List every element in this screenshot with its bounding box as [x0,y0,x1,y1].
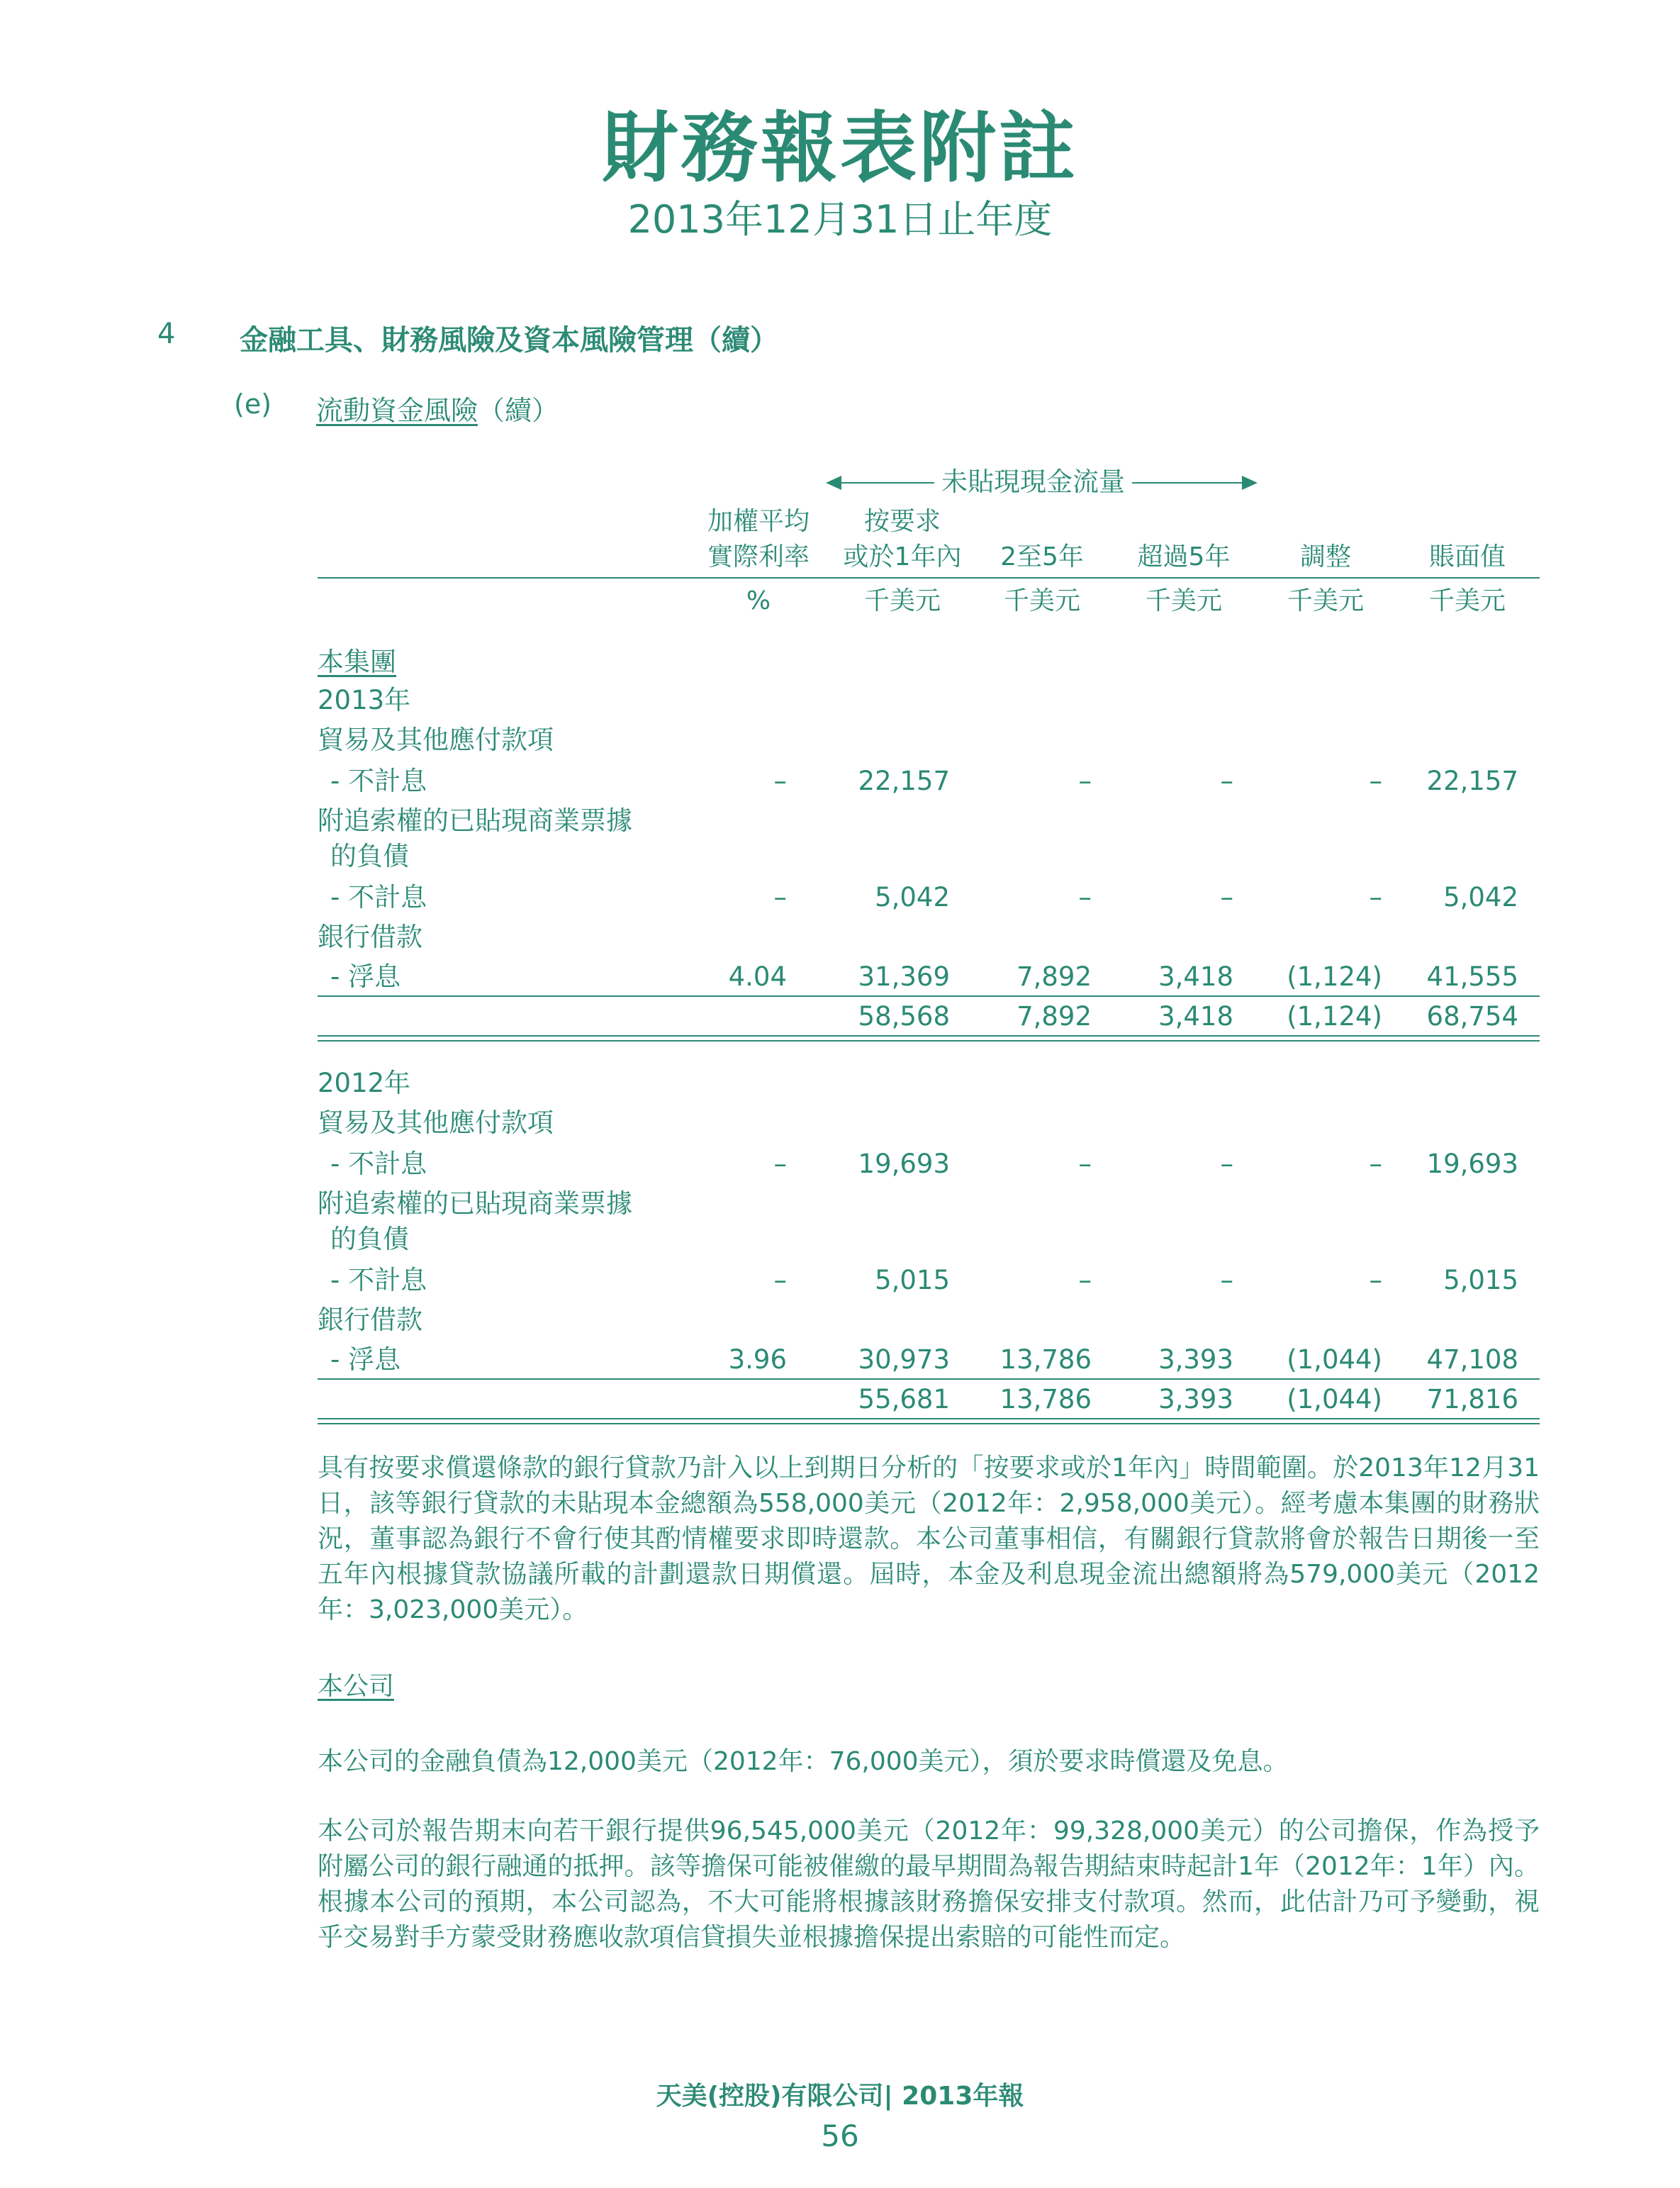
paragraph-guarantees [318,1814,1540,1955]
bills-sub: - 不計息 [330,1265,427,1295]
cell: 3.96 [728,1344,787,1375]
trade-sub: - 不計息 [330,1149,427,1179]
total-cell: 55,681 [858,1384,950,1414]
cell: 5,015 [875,1265,950,1295]
col-header-2to5: 2至5年 [1000,542,1084,571]
arrow-left-icon [826,476,841,490]
group-label: 本集團 [318,647,396,677]
col-unit-2to5: 千美元 [1003,586,1080,615]
cell: 13,786 [999,1344,1092,1375]
cell: – [773,766,787,796]
cell: 5,015 [1443,1265,1518,1295]
total-cell: 58,568 [858,1001,950,1032]
col-unit-rate: % [746,586,771,615]
cell: – [1369,766,1382,796]
cell: 4.04 [728,961,787,992]
col-unit-adjustment: 千美元 [1287,586,1364,615]
cell: – [1220,766,1233,796]
total-rule-1 [318,1035,1540,1037]
subsection-title-suffix: （續） [478,395,559,426]
page-subtitle: 2013年12月31日止年度 [627,197,1053,242]
section-title: 金融工具、財務風險及資本風險管理（續） [240,324,778,357]
cell: – [1220,882,1233,912]
total-cell: 13,786 [999,1384,1092,1414]
col-header-rate-line2: 實際利率 [707,542,810,571]
bills-label-1: 附追索權的已貼現商業票據 [318,805,632,836]
total-rule-1 [318,1418,1540,1419]
cell: – [1369,1149,1382,1179]
cell: 3,418 [1158,961,1233,992]
cell: – [1369,882,1382,912]
total-cell: (1,044) [1287,1384,1382,1414]
company-heading: 本公司 [318,1672,395,1701]
page-title: 財務報表附註 [601,104,1078,193]
cell: – [1078,1149,1092,1179]
total-cell: 7,892 [1017,1001,1092,1032]
col-header-demand-line2: 或於1年內 [843,542,962,571]
cell: (1,044) [1287,1344,1382,1375]
paragraph-text: 本公司於報告期末向若干銀行提供96,545,000美元（2012年：99,328,000美元）的公司擔保，作為授予附屬公司的銀行融通的抵押。該等擔保可能被催繳的最早期間為報告期結束時起計1年（2012年：1年）內。根據本公司的預期，本公司認為，不大可能將根據該財務擔保安排支付款項。然而，此估計乃可予變動，視乎交易對手方蒙受財務應收款項信貸損失並根據擔保提出索賠的可能性而定。 [318,1816,1540,1952]
trade-label: 貿易及其他應付款項 [318,725,554,755]
col-unit-demand: 千美元 [863,586,941,615]
col-header-over5: 超過5年 [1137,542,1231,571]
year-label-2013: 2013年 [318,685,411,715]
trade-sub: - 不計息 [330,766,427,796]
bills-label-1: 附追索權的已貼現商業票據 [318,1188,632,1219]
arrow-right-icon [1242,476,1258,490]
subsection-title: 流動資金風險 [316,395,478,426]
cell: 7,892 [1017,961,1092,992]
cell: – [1078,882,1092,912]
cell: 19,693 [1426,1149,1518,1179]
paragraph-financial-liabilities [318,1744,1540,1780]
total-cell: (1,124) [1287,1001,1382,1032]
cell: 30,973 [858,1344,950,1375]
loan-label: 銀行借款 [318,1305,422,1335]
cell: 22,157 [858,766,950,796]
cell: – [773,1149,787,1179]
cell: – [1078,1265,1092,1295]
col-header-rate-line1: 加權平均 [707,507,810,536]
cell: 19,693 [858,1149,950,1179]
cell: (1,124) [1287,961,1382,992]
header-rule [318,577,1540,579]
trade-label: 貿易及其他應付款項 [318,1107,554,1138]
paragraph-text: 本公司的金融負債為12,000美元（2012年：76,000美元），須於要求時償還及免息。 [318,1747,1289,1776]
total-cell: 3,393 [1158,1384,1233,1414]
paragraph-bank-loans [318,1451,1540,1628]
col-unit-carrying: 千美元 [1428,586,1506,615]
cell: 31,369 [858,961,950,992]
page-number: 56 [821,2119,859,2153]
cell: – [1220,1265,1233,1295]
paragraph-text: 具有按要求償還條款的銀行貸款乃計入以上到期日分析的「按要求或於1年內」時間範圍。於2013年12月31日，該等銀行貸款的未貼現本金總額為558,000美元（2012年：2,958,000美元）。經考慮本集團的財務狀況，董事認為銀行不會行使其酌情權要求即時還款。本公司董事相信，有關銀行貸款將會於報告日期後一至五年內根據貸款協議所載的計劃還款日期償還。屆時，本金及利息現金流出總額將為579,000美元（2012年：3,023,000美元）。 [318,1453,1540,1624]
cell: – [1220,1149,1233,1179]
subtotal-rule [318,1378,1540,1380]
footer-company: 天美(控股)有限公司| 2013年報 [656,2082,1024,2111]
cell: – [1078,766,1092,796]
col-header-adjustment: 調整 [1299,542,1351,571]
cell: 5,042 [875,882,950,912]
subtotal-rule [318,995,1540,997]
total-rule-2 [318,1423,1540,1424]
cell: 22,157 [1426,766,1518,796]
total-cell: 68,754 [1426,1001,1518,1032]
bills-label-2: 的負債 [330,1224,409,1254]
col-unit-over5: 千美元 [1145,586,1222,615]
bills-sub: - 不計息 [330,882,427,912]
cell: 47,108 [1426,1344,1518,1375]
cell: 5,042 [1443,882,1518,912]
cell: – [1369,1265,1382,1295]
cell: 41,555 [1426,961,1518,992]
cell: 3,393 [1158,1344,1233,1375]
year-label-2012: 2012年 [318,1068,411,1098]
section-number: 4 [157,318,176,350]
col-header-carrying: 賬面值 [1428,542,1506,571]
subsection-label: (e) [234,389,272,420]
bills-label-2: 的負債 [330,841,409,871]
loan-sub: - 浮息 [330,961,401,992]
cell: – [773,882,787,912]
total-cell: 3,418 [1158,1001,1233,1032]
span-header: 未貼現現金流量 [934,465,1132,499]
loan-sub: - 浮息 [330,1344,401,1375]
col-header-demand-line1: 按要求 [863,507,941,536]
loan-label: 銀行借款 [318,922,422,952]
total-cell: 71,816 [1426,1384,1518,1414]
cell: – [773,1265,787,1295]
total-rule-2 [318,1040,1540,1042]
